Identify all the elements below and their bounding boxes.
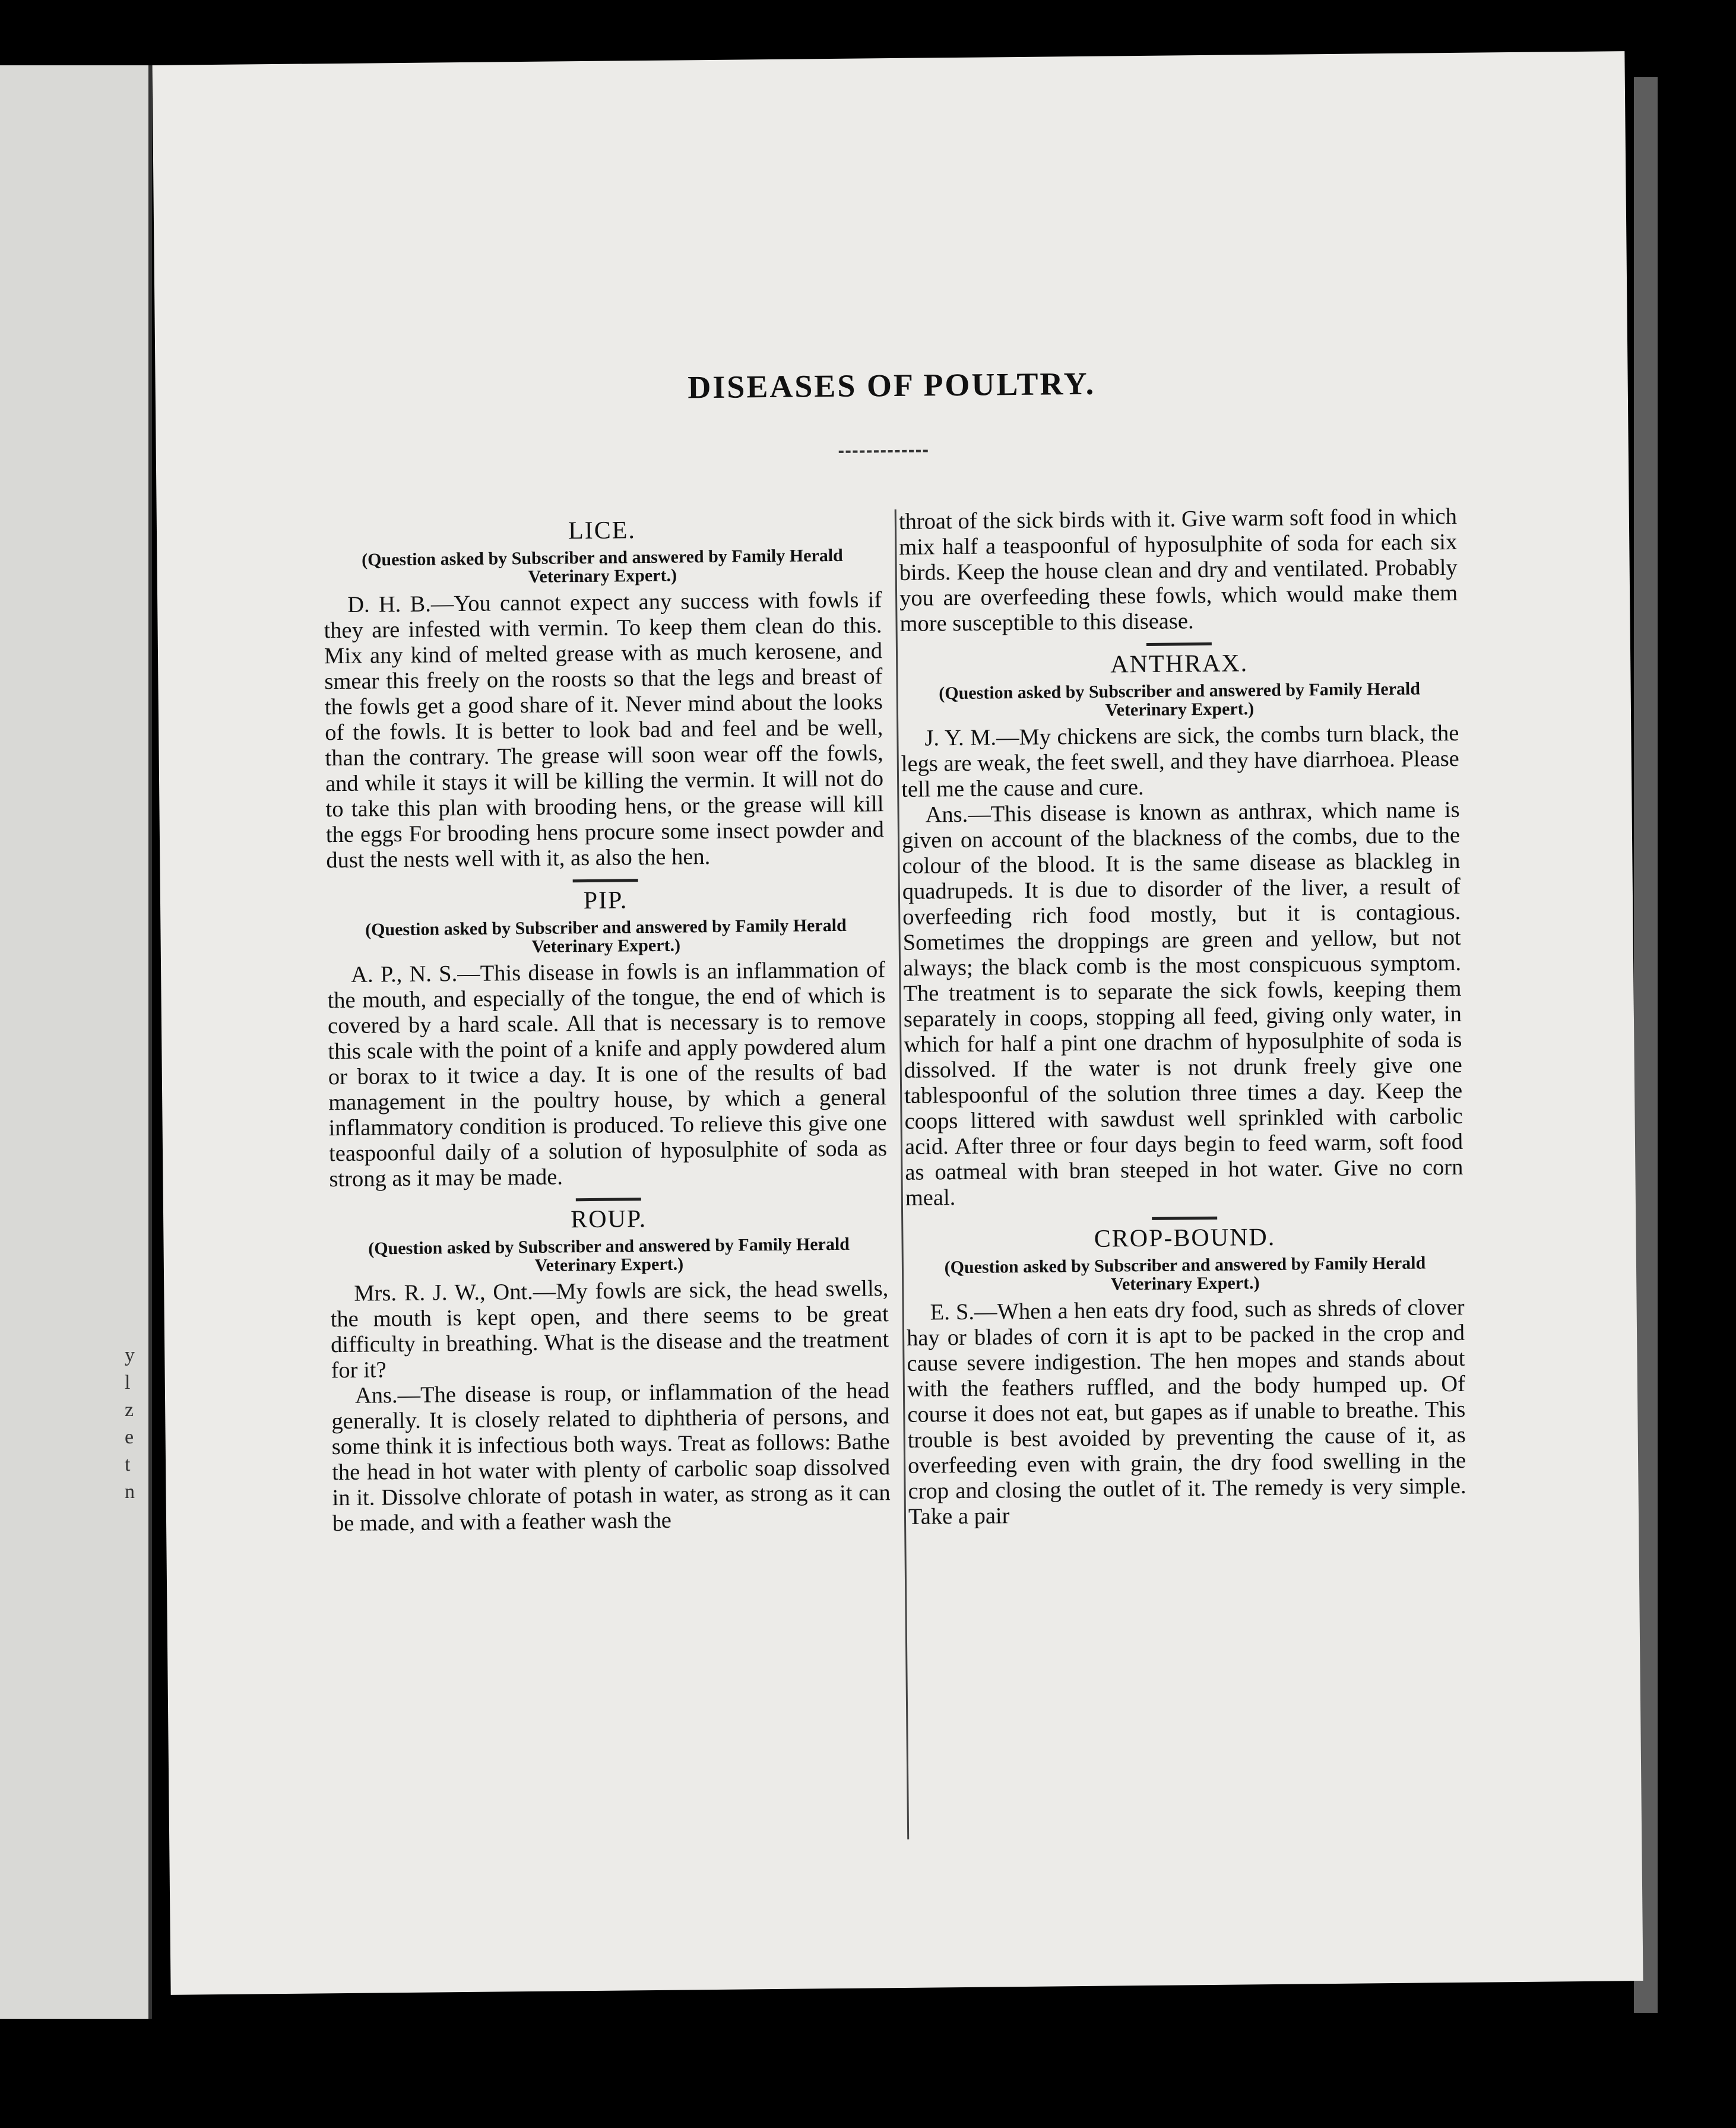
fragment-4: e (125, 1426, 134, 1448)
book-page (152, 51, 1643, 1995)
section-rule (1152, 1217, 1217, 1220)
section-body-crop-bound: E. S.—When a hen eats dry food, such as shreds of clover hay or blades of corn it is apt to be packed in the crop and cause severe indigestion. The hen mopes and stands about with the feathers ruffled, and the body humped up. Of course it does not eat, but gapes as if unable to breathe. This trouble is best avoided by preventing the cause of it, as overfeeding even with grain, the dry food swelling in the crop and closing the outlet of it. The remedy is very simple. Take a pair (906, 1294, 1466, 1530)
left-column (323, 509, 891, 1537)
section-body-roup-question: Mrs. R. J. W., Ont.—My fowls are sick, the head swells, the mouth is kept open, and there seems to be great difficulty in breathing. What is the disease and the treatment for it? (330, 1276, 889, 1383)
section-note-crop-bound: (Question asked by Subscriber and answered by Family Herald Veterinary Expert.) (944, 1253, 1426, 1294)
section-roup (330, 1204, 891, 1537)
section-note-pip: (Question asked by Subscriber and answered by Family Herald Veterinary Expert.) (365, 915, 847, 957)
section-heading-lice: LICE. (568, 517, 636, 545)
facing-page-edge (0, 65, 152, 2019)
section-rule (576, 1198, 641, 1201)
fragment-2: l (125, 1372, 131, 1394)
section-heading-pip: PIP. (583, 886, 628, 915)
section-heading-crop-bound: CROP-BOUND. (1094, 1223, 1276, 1253)
section-body-roup-continued: throat of the sick birds with it. Give warm soft food in which mix half a teaspoonful of hyposulphite of soda for each six birds. Keep the house clean and dry and ventilated. Probably you are overfeeding these fowls, which would make them more susceptible to this disease. (898, 504, 1458, 636)
section-note-anthrax: (Question asked by Subscriber and answered by Family Herald Veterinary Expert.) (939, 679, 1421, 720)
section-pip (327, 885, 888, 1192)
section-body-lice: D. H. B.—You cannot expect any success with fowls if they are infested with vermin. To keep them clean do this. Mix any kind of melted grease with as much kerosene, and smear this freely on the roosts so that the legs and breast of the fowls get a good share of it. Never mind about the looks of the fowls. It is better to look bad and feel and be well, than the contrary. The grease will soon wear off the fowls, and while it stays it will be killing the vermin. It will not do to take this plan with brooding hens, or the grease will kill the eggs For brooding hens procure some insect powder and dust the nests well with it, as also the hen. (324, 587, 885, 873)
section-note-roup: (Question asked by Subscriber and answered by Family Herald Veterinary Expert.) (368, 1234, 850, 1275)
fragment-3: z (125, 1399, 134, 1421)
section-heading-anthrax: ANTHRAX. (1110, 650, 1249, 679)
section-anthrax (900, 649, 1463, 1211)
page-title: DISEASES OF POULTRY. (687, 365, 1096, 406)
right-column (899, 504, 1466, 1530)
section-rule (1146, 642, 1212, 646)
section-body-pip: A. P., N. S.—This disease in fowls is an inflammation of the mouth, and especially of the tongue, the end of which is covered by a hard scale. All that is necessary is to remove this scale with the point of a knife and apply powdered alum or borax to it twice a day. It is one of the results of bad management in the poultry house, by which a general inflammatory condition is produced. To relieve this give one teaspoonful daily of a solution of hyposulphite of soda as strong as it may be made. (327, 957, 888, 1192)
section-rule (573, 879, 638, 882)
fragment-6: n (125, 1481, 135, 1503)
fragment-1: y (125, 1344, 135, 1366)
section-body-anthrax-question: J. Y. M.—My chickens are sick, the combs turn black, the legs are weak, the feet swell, and they have diarrhoea. Please tell me the cause and cure. (901, 720, 1459, 802)
section-lice (323, 515, 885, 873)
section-crop-bound (905, 1223, 1466, 1530)
facing-page-fragments (125, 1342, 148, 1506)
fragment-5: t (125, 1454, 131, 1475)
title-rule (839, 449, 928, 452)
section-body-roup-answer: Ans.—The disease is roup, or inflammation of the head generally. It is closely related to diphtheria of persons, and some think it is infectious both ways. Treat as follows: Bathe the head in hot water with plenty of carbolic soap dissolved in it. Dissolve chlorate of potash in water, as strong as it can be made, and with a feather wash the (331, 1378, 891, 1537)
section-body-anthrax-answer: Ans.—This disease is known as anthrax, which name is given on account of the blackness of the combs, due to the colour of the blood. It is the same disease as blackleg in quadrupeds. It is due to disorder of the liver, a result of overfeeding rich food mostly, but it is contagious. Sometimes the droppings are green and yellow, but not always; the black comb is the most conspicuous symptom. The treatment is to separate the sick fowls, keeping them separately in coops, stopping all feed, giving only water, in which for half a pint one drachm of hyposulphite of soda is dissolved. If the water is not drunk freely give one tablespoonful of the solution three times a day. Keep the coops littered with sawdust well sprinkled with carbolic acid. After three or four days begin to feed warm, soft food as oatmeal with bran steeped in hot water. Give no corn meal. (901, 797, 1463, 1211)
section-note-lice: (Question asked by Subscriber and answered by Family Herald Veterinary Expert.) (361, 545, 843, 587)
section-heading-roup: ROUP. (570, 1205, 647, 1234)
